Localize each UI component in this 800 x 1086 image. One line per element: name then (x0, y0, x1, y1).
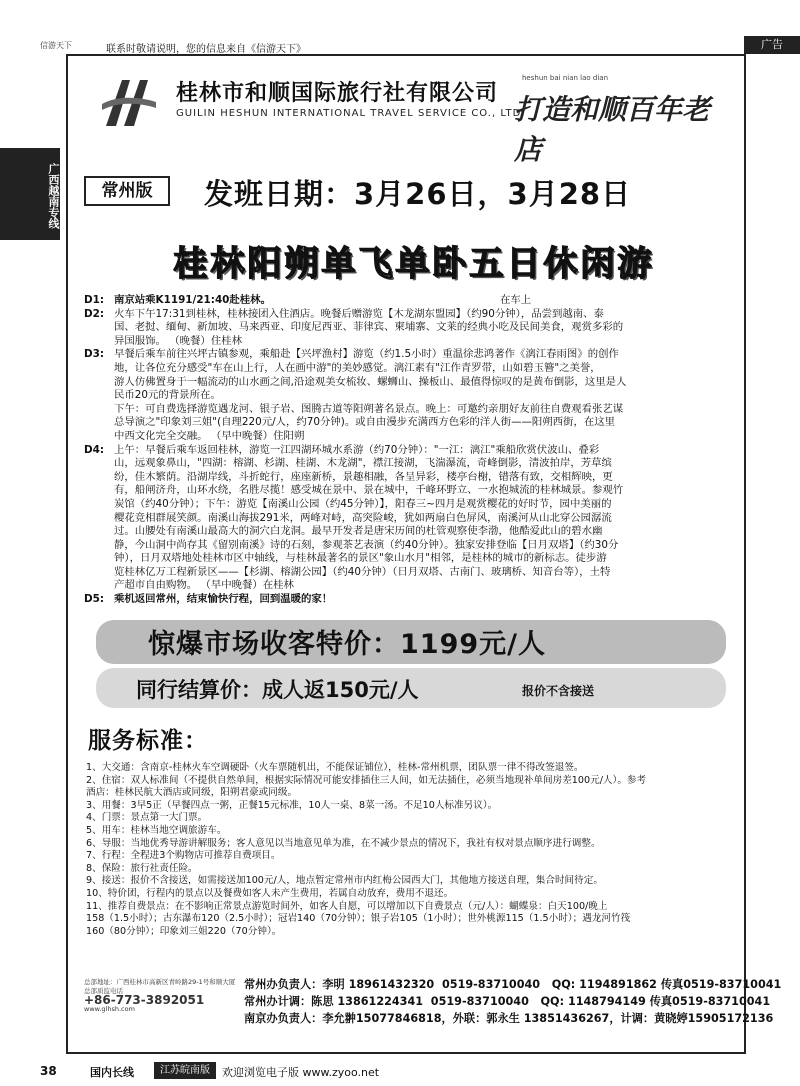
price-note: 报价不含接送 (522, 684, 595, 698)
day-label: D4: (84, 443, 105, 456)
service-item: 9、接送：报价不含接送，如需接送加100元/人，地点暂定常州市内红梅公园西大门，其他地方接送自理，集合时间待定。 (86, 875, 603, 887)
day-label: D1: (84, 294, 105, 306)
hq-address: 总部地址：广西桂林市高新区青岭路29-1号和顺大厦 (84, 978, 236, 986)
hq-phone: +86-773-3892051 (84, 993, 205, 1007)
section-label: 国内长线 (90, 1066, 134, 1079)
day-text: 火车下午17:31到桂林，桂林接团入住酒店。晚餐后赠游览【木龙湖东盟园】（约90分钟），品尝到越南、泰 国、老挝、缅甸、新加坡、马来西亚、印度尼西亚、菲律宾、柬埔寨、文莱的经典小吃及民间美食，观赏多彩的 异国服饰。 （晚餐）住桂林 (114, 307, 624, 347)
page-footer (0, 1056, 800, 1086)
special-price-banner (96, 620, 726, 664)
service-item: 10、特价团，行程内的景点以及餐费如客人未产生费用，若属自动放弃，费用不退还。 (86, 887, 454, 899)
day-text: 南京站乘K1191/21:40赴桂林。 (114, 294, 271, 306)
top-notice: 联系时敬请说明，您的信息来自《信游天下》 (106, 44, 306, 55)
page-number: 38 (40, 1064, 57, 1078)
day-label: D2: (84, 307, 105, 320)
day-label: D3: (84, 348, 105, 361)
itinerary (84, 294, 724, 607)
peer-price: 同行结算价：成人返150元/人 (136, 678, 419, 702)
company-header (82, 74, 732, 166)
service-item: 4、门票：景点第一大门票。 (86, 812, 208, 824)
day-text: 早餐后乘车前往兴坪古镇参观，乘船赴【兴坪漁村】游览（约1.5小时）重温徐悲鸿著作《漓江春雨图》的创作 地，让各位充分感受"车在山上行，人在画中游"的美妙感觉。漓江素有"江作青罗带，山如碧玉簪"之美誉， 游人仿佛置身于一幅流动的山水画之间,沿途观美女梳妆、螺蛳山、操板山、最值得惊叹的是黄布倒影，这里是人 民币20元的背景所在。 下午：可自费选择游览遇龙河、银子岩、图腾古道等阳朔著名景点。晚上：可邀约亲朋好友前往自费观看张艺谋 总导演之"印象刘三姐"(自理220元/人，约70分钟)。或自由漫步充满西方色彩的洋人街——阳朔西街，在这里 中西文化完全交融。 （早中晚餐）住阳朔 (114, 348, 627, 442)
day-label: D5: (84, 593, 105, 606)
contacts (244, 976, 782, 1027)
special-price: 惊爆市场收客特价：1199元/人 (148, 629, 547, 660)
day-text: 乘机返回常州，结束愉快行程，回到温暖的家！ (114, 593, 333, 606)
day-text: 上午：早餐后乘车返回桂林，游览一江四湖环城水系游（约70分钟）："一江：漓江"乘船欣赏伏波山、叠彩 山，远观象鼻山，"四湖：榕湖、杉湖、桂湖、木龙湖"，襟江接湖，飞湍瀑流，奇峰倒影，清波拍岸，芳草缤 纷，佳木繁荫。沿湖岸线，斗折蛇行，座座新桥，景趣相融，各呈异彩，楼亭台榭，错落有致，交相辉映，更 有，船闸济舟，山环水绕，名胜尽揽！感受城在景中、景在城中，千峰环野立、一水抱城流的桂林城景。参观竹 炭馆（约40分钟）；下午：游览【南溪山公园（约45分钟）】，阳春三~四月是观赏樱花的好时节，园中美丽的 樱花竞相群展笑颜。南溪山海拔291米，两峰对峙，高突险峻，犹如两扇白色屏风，南溪河从山北穿公园潺流 过。山腰处有南溪山最高大的洞穴白龙洞。最早开发者是唐宋历间的杜管观察使李渤，他酷爱此山的碧水幽 静，今山洞中尚存其《留别南溪》诗的石刻，参观茶艺表演（约40分钟）。独家安排登临【日月双塔】（约30分 钟），日月双塔地处桂林市区中轴线，与桂林最著名的景区"象山水月"相邻，是桂林的城市的新标志。徒步游 览桂林亿万工程新景区——【杉湖、榕湖公园】（约40分钟）（日月双塔、古南门、玻璃桥、知音台等），土特 产超市自由购物。 （早中晚餐）在桂林 (114, 443, 624, 592)
departure-dates: 发班日期：3月26日，3月28日 (204, 177, 632, 211)
day-lodging: 在车上 (500, 294, 532, 306)
route-title: 桂林阳朔单飞单卧五日休闲游 (173, 244, 655, 284)
itinerary-day (84, 348, 724, 443)
contact-line: 常州办负责人：李明 18961432320 0519-83710040 QQ: 1194891862 传真0519-83710041 (244, 978, 782, 991)
itinerary-day (84, 294, 724, 308)
side-tab: 广西越南专线 (0, 148, 60, 240)
contact-line: 常州办计调：陈思 13861224341 0519-83710040 QQ: 1148794149 传真0519-83710041 (244, 995, 771, 1008)
services-title: 服务标准： (88, 728, 208, 754)
edition-label: 江苏皖南版 (154, 1062, 216, 1079)
services-list (86, 762, 726, 938)
edition-badge: 常州版 (84, 176, 170, 206)
hq-label: 总部质监电话 (84, 987, 123, 995)
ad-label: 广告 (744, 36, 800, 54)
top-bar (0, 0, 800, 54)
itinerary-day (84, 444, 724, 594)
company-name-en: GUILIN HESHUN INTERNATIONAL TRAVEL SERVICE CO., LTD. (176, 108, 526, 119)
peer-price-banner (96, 668, 726, 708)
slogan: 打造和顺百年老店 (514, 93, 711, 166)
service-item: 2、住宿：双人标准间（不提供自然单间，根据实际情况可能安排插住三人间，如无法插住，必须当地现补单间房差100元/人）。参考 酒店：桂林民航大酒店或同级，阳朔君豪或同级。 (86, 774, 647, 799)
footer-website: 欢迎浏览电子版 www.zyoo.net (222, 1066, 380, 1079)
contact-line: 南京办负责人：李允翀15077846818，外联：郭永生 13851436267，计调：黄晓婷15905172136 (244, 1012, 774, 1025)
service-item: 1、大交通：含南京-桂林火车空调硬卧（火车票随机出，不能保证铺位），桂林-常州机票，团队票一律不得改签退签。 (86, 762, 584, 773)
itinerary-day (84, 308, 724, 349)
company-name: 桂林市和顺国际旅行社有限公司 (176, 81, 499, 106)
service-item: 8、保险：旅行社责任险。 (86, 862, 198, 874)
slogan-en: heshun bai nian lao dian (522, 74, 609, 82)
itinerary-day (84, 593, 724, 607)
service-item: 7、行程：全程进3个购物店可推荐自费项目。 (86, 850, 281, 862)
company-logo-icon (102, 76, 156, 128)
publisher-logo: 信游天下 (40, 41, 72, 50)
hq-info (84, 978, 244, 1014)
service-item: 5、用车：桂林当地空调旅游车。 (86, 824, 227, 836)
service-item: 11、推荐自费景点：在不影响正常景点游览时间外，如客人自愿，可以增加以下自费景点（元/人）：蝴蝶泉：白天100/晚上 158（1.5小时）；古东瀑布120（2.5小时）；冠岩140（70分钟）；银子岩105（1小时）；世外桃源115（1.5小时）；遇龙河竹筏 160（80分钟）；印象刘三姐220（70分钟）。 (86, 900, 631, 937)
service-item: 6、导服：当地优秀导游讲解服务；客人意见以当地意见单为准，在不减少景点的情况下，我社有权对景点顺序进行调整。 (86, 837, 601, 849)
service-item: 3、用餐：3早5正（早餐四点一粥，正餐15元标准，10人一桌、8菜一汤。不足10人标准另议）。 (86, 799, 498, 811)
hq-website: www.glhsh.com (84, 1005, 135, 1013)
